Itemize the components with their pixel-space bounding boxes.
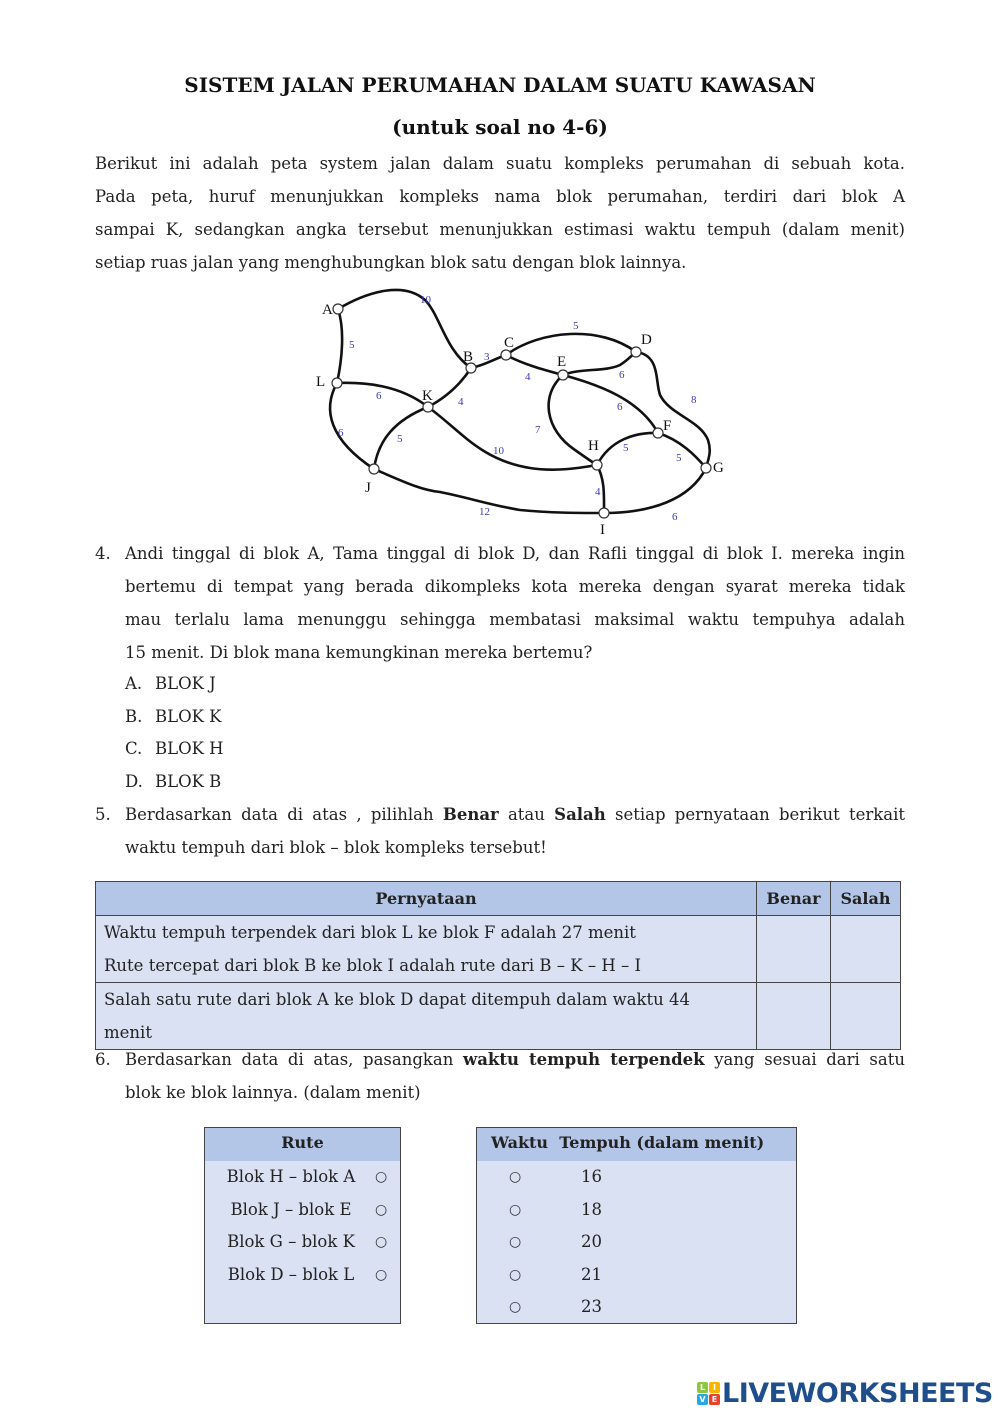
- edge-weight-e-h: 7: [535, 424, 541, 436]
- benar-answer-cell[interactable]: [757, 983, 831, 1050]
- time-item: [477, 1194, 796, 1227]
- question-line: mau terlalu lama menunggu sehingga membatasi maksimal waktu tempuhya adalah: [125, 610, 905, 629]
- option-text: BLOK J: [155, 674, 216, 693]
- question-line: waktu tempuh dari blok – blok kompleks tersebut!: [125, 838, 547, 857]
- edge-weight-b-k: 4: [458, 396, 464, 408]
- logo-letter: L: [697, 1382, 708, 1393]
- route-item: [205, 1194, 400, 1227]
- option-letter: D.: [125, 771, 143, 791]
- logo-icon: [697, 1382, 720, 1405]
- node-j: [369, 464, 379, 474]
- table-header-row: [96, 882, 901, 916]
- node-label-f: F: [663, 418, 672, 434]
- node-h: [592, 460, 602, 470]
- route-label: Blok D – blok L: [227, 1264, 355, 1284]
- edge-weight-a-b: 10: [420, 294, 431, 306]
- node-c: [501, 350, 511, 360]
- node-label-j: J: [365, 480, 371, 496]
- node-label-k: K: [422, 388, 433, 404]
- text: Berdasarkan data di atas, pasangkan: [125, 1050, 463, 1069]
- edge-weight-j-i: 12: [479, 506, 490, 518]
- text: Berdasarkan data di atas , pilihlah: [125, 805, 443, 824]
- statement-text: Waktu tempuh terpendek dari blok L ke blok F adalah 27 menit: [104, 923, 636, 942]
- option-letter: C.: [125, 739, 143, 758]
- question-line: blok ke blok lainnya. (dalam menit): [125, 1083, 421, 1102]
- time-item: [477, 1259, 796, 1292]
- edge-weight-e-f: 6: [617, 401, 623, 413]
- node-label-h: H: [588, 438, 599, 454]
- node-a: [333, 304, 343, 314]
- node-label-d: D: [641, 332, 652, 348]
- node-i: [599, 508, 609, 518]
- time-value: 20: [581, 1232, 602, 1251]
- road-network-diagram: [300, 280, 740, 540]
- question-5: [95, 798, 905, 864]
- edge-weight-k-h: 10: [493, 445, 504, 457]
- statement-text: Salah satu rute dari blok A ke blok D dapat ditempuh dalam waktu 44: [104, 990, 691, 1009]
- true-false-table: [95, 881, 901, 1050]
- bold-text: waktu tempuh terpendek: [463, 1050, 705, 1069]
- option-letter: A.: [125, 674, 143, 693]
- question-number: 6.: [95, 1050, 111, 1069]
- header-salah: Salah: [831, 882, 901, 916]
- node-g: [701, 463, 711, 473]
- question-number: 5.: [95, 805, 111, 824]
- logo-letter: V: [697, 1394, 708, 1405]
- question-line: [125, 1043, 905, 1076]
- statement-text: menit: [104, 1023, 152, 1042]
- intro-line: sampai K, sedangkan angka tersebut menunjukkan estimasi waktu tempuh (dalam menit): [95, 220, 905, 239]
- question-4-options: [125, 668, 224, 798]
- edge-weight-f-g: 5: [676, 452, 682, 464]
- time-value: 16: [581, 1167, 602, 1186]
- salah-answer-cell[interactable]: [831, 916, 901, 983]
- question-line: bertemu di tempat yang berada dikompleks kota mereka dengan syarat mereka tidak: [125, 577, 905, 596]
- question-6: [95, 1043, 905, 1109]
- node-l: [332, 378, 342, 388]
- statement-cell: [96, 983, 757, 1050]
- node-e: [558, 370, 568, 380]
- benar-answer-cell[interactable]: [757, 916, 831, 983]
- route-item: [205, 1226, 400, 1259]
- match-dot[interactable]: ○: [509, 1201, 522, 1218]
- edge-weight-i-g: 6: [672, 511, 678, 523]
- edge-weight-c-e: 4: [525, 371, 531, 383]
- match-dot[interactable]: ○: [375, 1266, 388, 1283]
- edge-weight-d-g: 8: [691, 394, 697, 406]
- option-c[interactable]: [125, 733, 224, 766]
- logo-letter: E: [709, 1394, 720, 1405]
- edge-weight-b-c: 3: [484, 351, 490, 363]
- question-line: 15 menit. Di blok mana kemungkinan mereka bertemu?: [125, 643, 593, 662]
- route-item: [205, 1259, 400, 1292]
- node-label-c: C: [504, 335, 515, 351]
- text: yang sesuai dari satu: [704, 1050, 905, 1069]
- route-label: Blok J – blok E: [230, 1199, 352, 1219]
- node-label-l: L: [316, 374, 326, 390]
- intro-line: Pada peta, huruf menunjukkan kompleks nama blok perumahan, terdiri dari blok A: [95, 187, 905, 206]
- time-value: 21: [581, 1264, 602, 1284]
- time-header: Waktu Tempuh (dalam menit): [477, 1128, 796, 1161]
- bold-benar: Benar: [442, 805, 499, 824]
- match-dot[interactable]: ○: [509, 1234, 522, 1250]
- option-letter: B.: [125, 706, 143, 726]
- question-line: [125, 798, 905, 831]
- option-a[interactable]: [125, 668, 224, 701]
- match-dot[interactable]: ○: [375, 1201, 388, 1218]
- node-f: [653, 428, 663, 438]
- route-item: [205, 1161, 400, 1194]
- bold-salah: Salah: [554, 805, 606, 824]
- time-item: [477, 1226, 796, 1259]
- edge-weight-h-f: 5: [623, 442, 629, 454]
- table-row: [96, 916, 901, 983]
- time-value: 18: [581, 1199, 602, 1219]
- node-d: [631, 347, 641, 357]
- intro-line: setiap ruas jalan yang menghubungkan blok satu dengan blok lainnya.: [95, 253, 687, 272]
- liveworksheets-logo[interactable]: [697, 1378, 993, 1408]
- node-label-g: G: [713, 460, 724, 476]
- route-label: Blok H – blok A: [226, 1167, 356, 1186]
- node-label-b: B: [463, 349, 474, 365]
- option-text: BLOK B: [155, 771, 222, 791]
- edge-weight-k-j: 5: [397, 433, 403, 445]
- match-dot[interactable]: ○: [509, 1266, 522, 1283]
- intro-paragraph: [95, 147, 905, 279]
- edge-weight-c-d: 5: [573, 320, 579, 332]
- time-item: [477, 1291, 796, 1324]
- edge-weight-h-i: 4: [595, 486, 601, 498]
- option-text: BLOK K: [155, 706, 222, 726]
- route-match-list: [204, 1127, 401, 1324]
- header-pernyataan: Pernyataan: [96, 882, 757, 916]
- route-header: Rute: [205, 1128, 400, 1161]
- edge-weight-a-l: 5: [349, 339, 355, 351]
- match-dot[interactable]: ○: [509, 1299, 522, 1315]
- match-dot[interactable]: ○: [375, 1234, 388, 1250]
- edge-weight-e-d: 6: [619, 369, 625, 381]
- statement-text: Rute tercepat dari blok B ke blok I adalah rute dari B – K – H – I: [104, 956, 641, 975]
- node-label-i: I: [600, 522, 605, 538]
- salah-answer-cell[interactable]: [831, 983, 901, 1050]
- time-item: [477, 1161, 796, 1194]
- logo-letter: I: [709, 1382, 720, 1393]
- route-label: Blok G – blok K: [227, 1232, 355, 1251]
- edge-weight-l-k: 6: [376, 390, 382, 402]
- intro-line: Berikut ini adalah peta system jalan dalam suatu kompleks perumahan di sebuah kota.: [95, 154, 905, 173]
- text: atau: [498, 805, 555, 824]
- question-line: Andi tinggal di blok A, Tama tinggal di blok D, dan Rafli tinggal di blok I. mereka ingin: [125, 544, 905, 563]
- option-b[interactable]: [125, 701, 224, 734]
- match-dot[interactable]: ○: [509, 1169, 522, 1185]
- page-subtitle: (untuk soal no 4-6): [392, 115, 608, 139]
- question-4: [95, 537, 905, 669]
- time-match-list: [476, 1127, 797, 1324]
- option-text: BLOK H: [155, 739, 224, 758]
- time-value: 23: [581, 1297, 602, 1316]
- node-label-e: E: [557, 354, 567, 370]
- brand-name: LIVEWORKSHEETS: [722, 1377, 993, 1409]
- text: setiap pernyataan berikut terkait: [605, 805, 905, 824]
- page-title: SISTEM JALAN PERUMAHAN DALAM SUATU KAWASAN: [184, 73, 816, 97]
- node-label-a: A: [322, 302, 333, 318]
- edge-weight-l-j: 6: [338, 427, 344, 439]
- header-benar: Benar: [757, 882, 831, 916]
- table-row: [96, 983, 901, 1050]
- question-number: 4.: [95, 544, 111, 563]
- statement-cell: [96, 916, 757, 983]
- match-dot[interactable]: ○: [375, 1169, 388, 1185]
- option-d[interactable]: [125, 766, 224, 799]
